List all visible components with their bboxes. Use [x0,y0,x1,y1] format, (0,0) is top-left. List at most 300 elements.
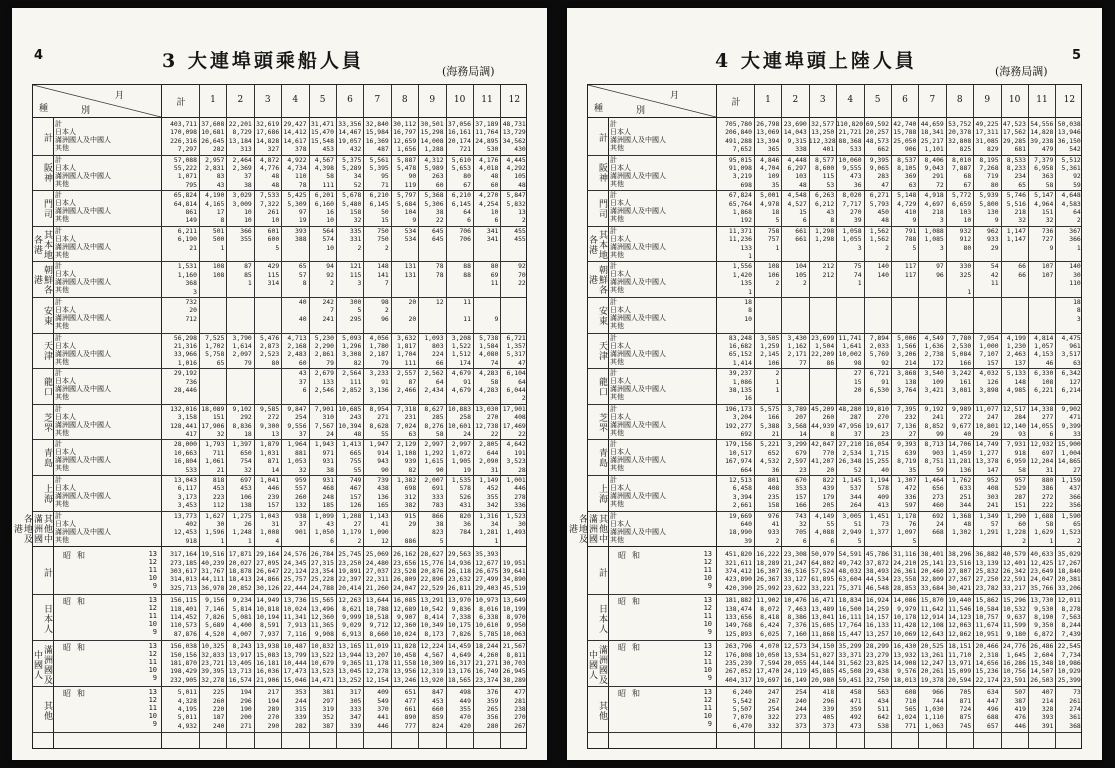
cell-total: 3,219 [732,172,752,181]
summary-block [588,594,1081,640]
cell-month-8: 166 [959,358,972,367]
cell-month-11: 58 [1045,519,1054,528]
cell-month-7: 8,852 [924,421,944,430]
table-row [716,584,1081,592]
cell-month-9: 126 [987,377,999,386]
cell-month-1: 254 [767,704,780,713]
cell-month-2: 194 [240,688,252,697]
cell-month-12: 281 [514,696,526,705]
cell-month-8: 1,817 [396,341,417,350]
table-row [716,369,1081,377]
cell-month-10: 24,776 [1002,642,1026,651]
sublabel: 滿洲國人及中國人 [55,492,111,500]
page-number: 4 [34,48,44,63]
cell-month-9: 15,862 [975,596,999,605]
cell-month-7: 370 [377,704,389,713]
cell-month-2: 3,789 [787,404,807,413]
cell-month-1: 1,702 [205,341,225,350]
cell-month-2: 157 [795,492,807,501]
table-row [161,642,526,650]
cell-month-4: 2,168 [287,341,307,350]
cell-month-12: 1,523 [1061,528,1081,537]
cell-month-3: 20,980 [811,675,835,684]
cell-month-3: 16,181 [256,658,280,667]
sublabel: 日本人 [610,484,631,492]
cell-month-7: 1,947 [369,440,389,449]
cell-month-11: 4,153 [1034,350,1054,359]
cell-month-12: 13,946 [1057,128,1081,137]
cell-month-10: 957 [1014,476,1026,484]
cell-month-11: 151 [1041,207,1054,216]
year-label: 11 [148,658,157,667]
cell-month-4: 7,913 [287,621,307,630]
table-row [161,697,526,705]
table-row [716,567,1081,575]
cell-month-10: 1,290 [1006,511,1026,520]
cell-total: 18 [744,298,752,306]
block-sublabels [610,191,714,223]
cell-month-12: 22,545 [1057,642,1081,651]
table-row [716,164,1081,172]
cell-month-2: 8,243 [232,642,252,651]
block-port-name: 安東 [42,305,52,326]
cell-month-4: 37 [298,377,307,386]
sublabel: 其他 [55,500,69,508]
cell-month-6: 7,136 [897,421,917,430]
cell-month-10: 706 [459,235,471,244]
cell-month-11: 6,872 [1034,629,1054,638]
cell-month-3: 13,489 [811,604,835,613]
cell-month-2: 18 [244,429,252,438]
header-month-11: 11 [481,95,493,105]
sublabel: 其他 [610,250,624,259]
cell-month-11: 355 [486,492,499,501]
cell-month-2: 103 [795,172,807,181]
cell-month-8: 14,123 [948,612,972,621]
cell-month-2: 4,548 [787,191,807,200]
cell-month-4: 48,032 [838,566,862,575]
cell-month-11: 530 [486,145,499,154]
cell-total: 10,663 [173,448,197,457]
cell-month-11: 2,805 [479,440,499,449]
year-label: 9 [707,628,712,637]
table-block [588,261,1081,297]
cell-total: 156,038 [170,642,197,651]
cell-month-2: 254 [795,688,807,697]
cell-month-10: 1,905 [451,457,471,466]
cell-month-7: 8,660 [369,629,389,638]
cell-month-6: 35 [908,465,917,474]
cell-month-12: 13,729 [502,128,526,137]
cell-month-4: 97 [298,207,307,216]
cell-month-2: 6,297 [787,163,807,172]
block-sublabels [610,227,714,259]
cell-month-6: 10,685 [338,404,362,413]
cell-month-7: 15 [381,216,389,225]
cell-month-5: 453 [322,145,334,154]
cell-total: 404,317 [725,675,752,684]
sublabel: 滿洲國人及中國人 [610,278,666,287]
cell-month-4: 1,964 [287,440,307,449]
cell-month-6: 214 [904,358,917,367]
cell-total: 5,542 [732,696,752,705]
cell-month-9: 10,542 [420,604,444,613]
cell-month-12: 30 [1073,270,1081,279]
cell-month-9: 803 [432,341,444,350]
cell-month-2: 273 [795,713,807,722]
table-row [161,501,526,509]
cell-month-6: 117 [904,262,917,271]
cell-month-5: 931 [322,476,334,484]
cell-month-11: 5,147 [1034,191,1054,200]
cell-month-8: 1,762 [951,476,972,484]
header-month-3: 3 [264,95,271,105]
cell-month-4: 14,617 [283,136,307,145]
cell-month-11: 1,316 [479,511,499,520]
cell-total: 19,669 [728,511,752,520]
cell-month-4: 98 [853,358,862,367]
sublabel: 計 [55,369,62,378]
cell-month-9: 859 [432,713,444,722]
cell-month-7: 109 [932,377,944,386]
cell-month-8: 932 [959,226,972,235]
cell-month-10: 36 [463,519,471,528]
cell-month-1: 5,758 [205,350,225,359]
cell-month-5: 16 [326,207,334,216]
cell-month-1: 18,089 [201,404,225,413]
header-month-9: 9 [984,95,991,105]
cell-month-11: 272 [1041,492,1054,501]
year-label: 13 [703,688,712,697]
left-page [12,8,547,760]
cell-month-7: 2 [384,306,389,315]
cell-month-10: 26,118 [447,566,471,575]
cell-month-6: 5,480 [342,199,362,208]
cell-month-1: 26,798 [756,120,780,128]
cell-month-12: 270 [514,713,526,722]
cell-month-9: 20,876 [420,566,444,575]
summary-name: 日本人 [597,604,607,635]
cell-month-6: 5,678 [342,191,362,200]
cell-month-9: 4,312 [424,155,444,164]
cell-total: 226,316 [170,136,197,145]
cell-month-8: 477 [404,696,417,705]
cell-month-8: 16,797 [393,128,417,137]
cell-month-9: 10,349 [420,621,444,630]
cell-month-4: 37 [853,429,862,438]
cell-month-5: 185 [322,501,334,510]
cell-month-2: 3,299 [787,440,807,449]
era-label: 昭和 [63,597,91,607]
cell-month-9: 12 [435,298,444,306]
cell-month-11: 1,584 [479,341,499,350]
table-row [161,550,526,558]
sublabel: 滿洲國人及中國人 [610,492,666,500]
cell-month-8: 9,907 [396,612,417,621]
cell-month-10: 16,161 [447,128,471,137]
cell-month-12: 8,811 [506,650,526,659]
cell-month-12: 4,642 [506,440,526,449]
cell-month-7: 79 [381,358,389,367]
cell-month-5: 1,715 [869,448,889,457]
cell-month-3: 48 [271,172,280,181]
cell-month-9: 645 [432,226,444,235]
cell-month-5: 24 [326,429,334,438]
cell-month-3: 8,600 [814,163,835,172]
sublabel: 日本人 [610,128,631,136]
cell-month-6: 5 [912,536,917,545]
cell-month-9: 13,378 [975,457,999,466]
cell-month-8: 1,704 [396,350,417,359]
cell-month-9: 8,276 [424,421,444,430]
cell-month-8: 633 [959,484,972,493]
cell-month-9: 5,989 [424,163,444,172]
block-port-name: 門司 [42,198,52,219]
cell-month-10: 80 [463,172,471,181]
cell-month-3: 55 [826,519,835,528]
sublabel: 其他 [55,250,69,259]
block-port-name: 芝罘 [42,412,52,433]
cell-month-12: 2 [1076,216,1081,225]
table-row [161,457,526,465]
cell-month-7: 95 [381,172,389,181]
table-row [716,252,1081,260]
cell-month-10: 10,883 [447,404,471,413]
cell-month-2: 661 [795,226,807,235]
cell-total: 263,796 [725,642,752,651]
cell-month-4: 13,736 [283,596,307,605]
cell-month-3: 32,619 [256,120,280,128]
cell-month-5: 9,065 [869,163,889,172]
cell-month-1: 2,145 [760,350,780,359]
cell-month-10: 4,679 [451,385,471,394]
table-row [161,422,526,430]
cell-month-6: 23,558 [893,575,917,584]
table-row [716,630,1081,638]
year-column [139,642,157,682]
cell-month-9: 31,085 [975,136,999,145]
cell-total: 198,429 [170,667,197,676]
cell-month-6: 5,148 [897,191,917,200]
cell-month-4: 21,721 [838,128,862,137]
cell-total: 698 [740,180,752,189]
cell-month-1: 453 [212,484,225,493]
cell-month-2: 104 [795,262,807,271]
cell-month-2: 13,534 [783,650,807,659]
sublabel: 計 [55,333,62,342]
cell-month-6: 111 [349,377,362,386]
cell-month-8: 272 [959,413,972,422]
cell-month-11: 214 [1041,696,1054,705]
cell-month-11: 39,238 [1030,136,1054,145]
header-month-8: 8 [956,95,963,105]
sublabel: 計 [55,191,62,200]
cell-total: 795 [185,180,197,189]
cell-month-10: 14,936 [447,558,471,567]
cell-month-1: 1 [775,385,780,394]
cell-month-5: 381 [322,688,334,697]
cell-month-8: 825 [959,145,972,154]
cell-month-9: 2,007 [424,476,444,484]
cell-month-9: 78 [435,262,444,271]
cell-month-5: 5,769 [869,350,889,359]
table-row [161,405,526,413]
cell-month-7: 32,840 [365,120,389,128]
cell-month-3: 5,476 [259,333,280,342]
cell-month-5: 133 [322,377,334,386]
summary-block [588,686,1081,732]
cell-month-8: 20,594 [948,675,972,684]
sublabel: 計 [610,262,617,271]
cell-total: 1,086 [732,377,752,386]
cell-month-8: 19,440 [948,596,972,605]
cell-month-3: 373 [822,721,835,730]
cell-month-5: 971 [322,448,334,457]
cell-total: 11,371 [728,226,752,235]
header-month-label: 月 [670,91,680,101]
cell-month-6: 10,069 [893,629,917,638]
block-port-name: 安東 [597,305,607,326]
cell-month-1: 21 [216,465,225,474]
cell-month-5: 27,315 [310,558,334,567]
cell-month-6: 25,745 [338,550,362,559]
cell-month-12: 191 [514,448,526,457]
cell-month-2: 9,234 [232,596,252,605]
cell-month-6: 10,394 [338,421,362,430]
table-row [716,262,1081,270]
cell-month-12: 50,038 [1057,120,1081,128]
cell-month-6: 317 [349,688,362,697]
cell-month-6: 13,932 [893,650,917,659]
cell-month-2: 3,430 [787,333,807,342]
cell-month-6: 52 [353,180,362,189]
cell-month-10: 19 [463,465,471,474]
cell-month-12: 9,902 [1061,404,1081,413]
cell-month-12: 3 [1076,314,1081,323]
table-row [161,596,526,604]
cell-month-5: 24,788 [310,583,334,592]
year-label: 12 [148,650,157,659]
sublabel: 日本人 [55,448,76,457]
year-column [694,550,712,590]
cell-month-4: 260 [295,492,307,501]
cell-month-5: 4,567 [314,155,334,164]
cell-month-5: 2,679 [314,369,334,378]
cell-month-10: 13,176 [447,667,471,676]
cell-month-7: 97 [936,262,944,271]
header-month-1: 1 [765,95,771,105]
cell-month-10: 1,645 [1006,650,1026,659]
cell-month-11: 697 [1041,448,1054,457]
cell-month-6: 1,179 [342,528,362,537]
header-month-7: 7 [929,95,936,105]
cell-month-12: 1,493 [506,528,526,537]
cell-month-8: 534 [404,235,417,244]
cell-month-8: 661 [404,704,417,713]
cell-month-7: 44,659 [920,120,944,128]
cell-month-5: 48 [881,216,889,225]
sublabel: 其他 [610,215,624,224]
cell-month-5: 11,365 [310,621,334,630]
cell-month-11: 1 [1049,536,1054,545]
cell-month-5: 14,259 [865,604,889,613]
cell-month-3: 57,524 [811,566,835,575]
table-row [716,651,1081,659]
cell-month-12: 33,206 [1057,583,1081,592]
cell-month-8: 651 [404,688,417,697]
cell-total: 206,840 [725,128,752,137]
cell-month-1: 36 [771,465,780,474]
cell-month-10: 16,317 [447,658,471,667]
block-port-name: 朝鮮各港 [587,265,607,296]
cell-month-7: 1,464 [924,476,944,484]
cell-month-1: 5,388 [760,421,780,430]
cell-month-3: 14 [271,465,280,474]
table-row [161,262,526,270]
cell-month-6: 336 [904,492,917,501]
cell-month-4: 47,956 [838,421,862,430]
cell-month-12: 430 [514,145,526,154]
cell-month-3: 871 [267,457,280,466]
cell-month-2: 7,160 [787,629,807,638]
cell-month-7: 750 [377,235,389,244]
sublabel: 日本人 [610,199,631,208]
cell-month-6: 14,467 [338,128,362,137]
sublabel: 日本人 [55,270,76,279]
cell-month-3: 21,906 [256,675,280,684]
cell-total: 1,414 [732,358,752,367]
table-block [33,439,526,475]
cell-month-4: 388 [295,235,307,244]
cell-month-6: 138 [904,377,917,386]
cell-month-11: 1 [494,536,499,545]
cell-month-8: 1,302 [951,528,972,537]
era-label: 昭和 [618,689,646,699]
cell-month-6: 9,576 [897,667,917,676]
cell-month-3: 26,647 [256,566,280,575]
cell-month-3: 339 [822,704,835,713]
cell-month-2: 4,007 [232,629,252,638]
cell-month-9: 263 [432,172,444,181]
table-row [161,145,526,153]
cell-month-11: 35,766 [1030,583,1054,592]
cell-month-7: 1,088 [924,226,944,235]
cell-total: 196,173 [725,404,752,413]
block-port-name: 上海 [42,483,52,504]
year-label: 13 [148,596,157,605]
cell-month-4: 39 [853,216,862,225]
cell-month-5: 5,230 [314,333,334,342]
cell-month-4: 19 [298,216,307,225]
cell-month-7: 12,643 [920,629,944,638]
cell-month-12: 19,951 [502,558,526,567]
table-row [161,722,526,730]
cell-month-6: 3 [357,279,362,288]
cell-month-8: 915 [404,511,417,520]
cell-month-2: 21,247 [783,558,807,567]
cell-month-11: 342 [486,501,499,510]
table-row [716,688,1081,696]
cell-month-8: 23,528 [393,566,417,575]
table-row [716,208,1081,216]
cell-total: 402 [185,519,197,528]
cell-month-3: 48 [271,180,280,189]
cell-month-10: 67 [463,180,471,189]
cell-month-12: 64 [1073,207,1081,216]
sublabel: 日本人 [55,234,76,243]
sublabel: 計 [55,404,62,413]
cell-month-1: 267 [767,696,780,705]
